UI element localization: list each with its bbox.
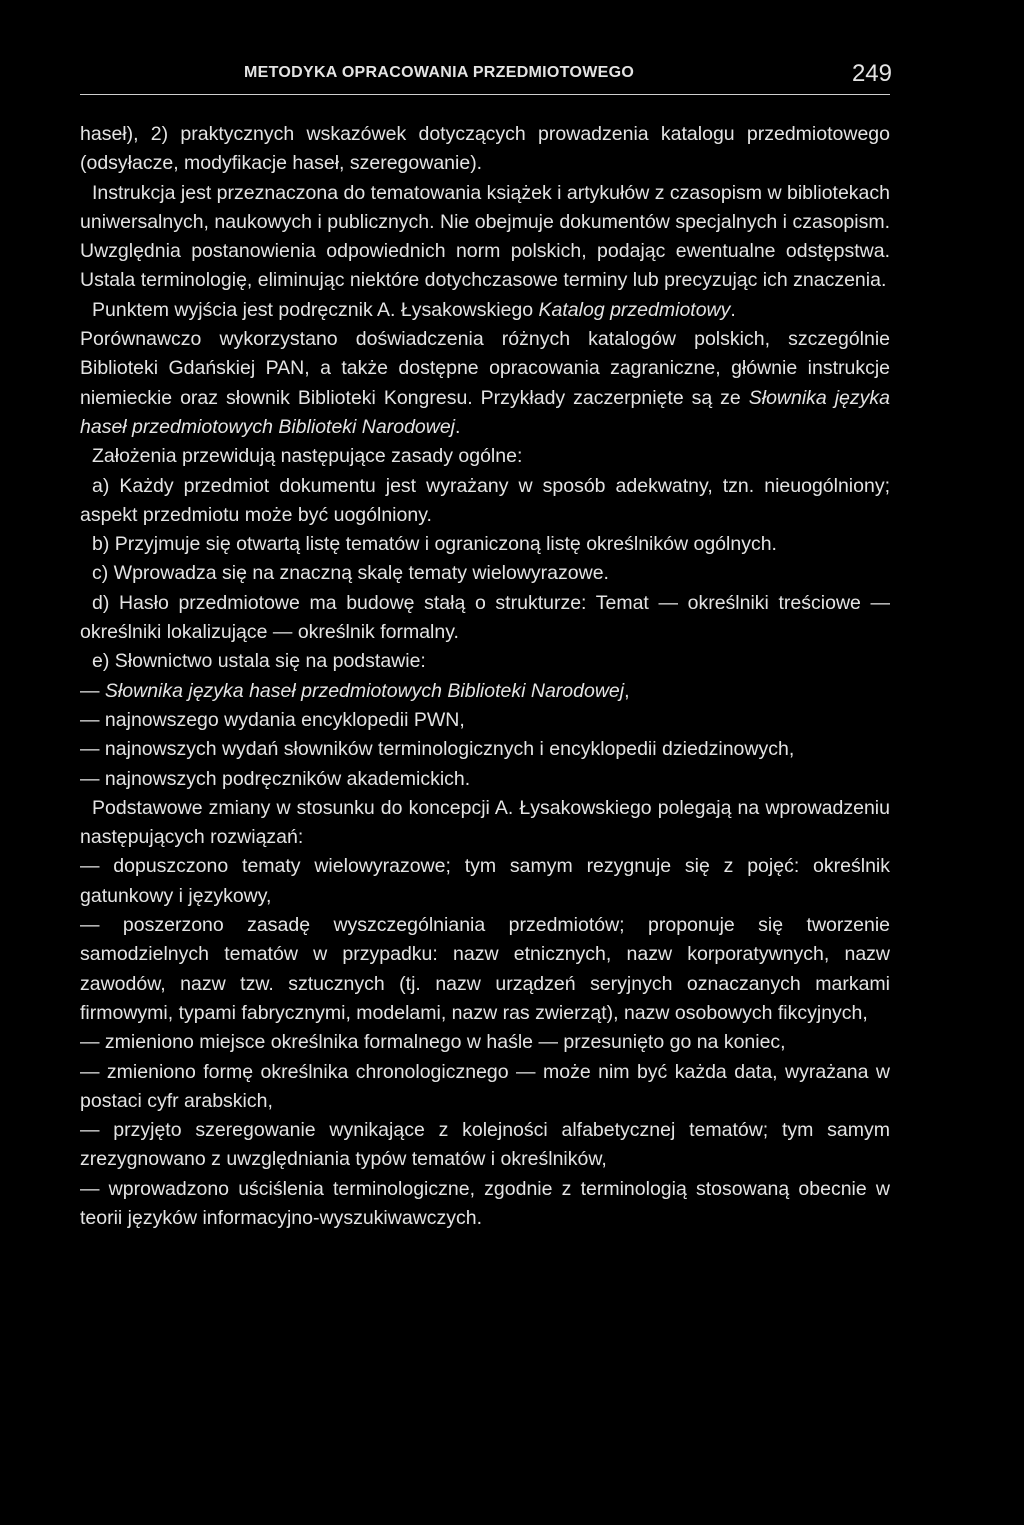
change-item: — zmieniono miejsce określnika formalnego w haśle — przesunięto go na koniec,: [80, 1031, 786, 1054]
paragraph-text: Porównawczo wykorzystano doświadczenia różnych katalogów polskich, szczególnie Biblioteki Gdańskiej PAN, a także dostępne opracowania zagraniczne, głównie instrukcje niemieckie oraz słownik Biblioteki Kongresu. Przykłady zaczerpnięte są ze: [80, 328, 890, 409]
assumption-item: a) Każdy przedmiot dokumentu jest wyrażany w sposób adekwatny, tzn. nieuogólniony; aspekt przedmiotu może być uogólniony.: [80, 474, 890, 526]
changes-intro: Podstawowe zmiany w stosunku do koncepcji A. Łysakowskiego polegają na wprowadzeniu następujących rozwiązań:: [80, 796, 890, 849]
paragraph: [80, 296, 890, 325]
assumption-item: c) Wprowadza się na znaczną skalę tematy wielowyrazowe.: [92, 562, 609, 585]
assumption-item: d) Hasło przedmiotowe ma budowę stałą o strukturze: Temat — określniki treściowe — określniki lokalizujące — określnik formalny.: [80, 591, 890, 644]
assumption-item: b) Przyjmuje się otwartą listę tematów i ograniczoną listę określników ogólnych.: [92, 533, 777, 556]
change-item: — dopuszczono tematy wielowyrazowe; tym samym rezygnuje się z pojęć: określnik gatunkowy i językowy,: [80, 855, 890, 907]
assumptions-intro: Założenia przewidują następujące zasady ogólne:: [92, 445, 523, 468]
source-item: — najnowszego wydania encyklopedii PWN,: [80, 708, 465, 731]
paragraph: Instrukcja jest przeznaczona do tematowania książek i artykułów z czasopism w bibliotekach uniwersalnych, naukowych i publicznych. Nie obejmuje dokumentów specjalnych i czasopism. Uwzględnia postanowienia odpowiednich norm polskich, podając ewentualne odstępstwa. Ustala terminologię, eliminując niektóre dotychczasowe terminy lub precyzując ich znaczenia.: [80, 181, 890, 292]
book-title: Słownika języka haseł przedmiotowych Biblioteki Narodowej: [104, 679, 625, 702]
paragraph-text: ,: [624, 679, 630, 702]
source-item: — najnowszych podręczników akademickich.: [80, 767, 471, 790]
change-item: — przyjęto szeregowanie wynikające z kolejności alfabetycznej tematów; tym samym zrezygnowano z uwzględniania typów tematów i określników,: [80, 1119, 890, 1171]
paragraph: haseł), 2) praktycznych wskazówek dotyczących prowadzenia katalogu przedmiotowego (odsyłacze, modyfikacje haseł, szeregowanie).: [80, 123, 890, 175]
assumption-item: e) Słownictwo ustala się na podstawie:: [92, 650, 426, 673]
change-item: — poszerzono zasadę wyszczególniania przedmiotów; proponuje się tworzenie samodzielnych tematów w przypadku: nazw etnicznych, nazw korporatywnych, nazw zawodów, nazw tzw. sztucznych (tj. nazw urządzeń seryjnych oznaczanych markami firmowymi, typami fabrycznymi, modelami, nazw ras zwierząt), nazw osobowych fikcyjnych,: [80, 914, 890, 1024]
paragraph-text: .: [455, 415, 461, 438]
change-item: — zmieniono formę określnika chronologicznego — może nim być każda data, wyrażana w postaci cyfr arabskich,: [80, 1060, 890, 1112]
paragraph-text: Punktem wyjścia jest podręcznik A. Łysakowskiego: [92, 298, 539, 321]
paragraph-text: .: [730, 298, 736, 321]
body-text: [80, 120, 890, 1233]
book-title: Katalog przedmiotowy: [538, 298, 731, 321]
page-number: 249: [851, 60, 892, 87]
header-rule: [80, 94, 890, 95]
book-title: Słownika języka haseł przedmiotowych Biblioteki Narodowej: [80, 386, 890, 438]
page-header: [0, 60, 1024, 94]
running-head: METODYKA OPRACOWANIA PRZEDMIOTOWEGO: [244, 64, 635, 81]
paragraph: [80, 325, 890, 442]
source-item: — najnowszych wydań słowników terminologicznych i encyklopedii dziedzinowych,: [80, 738, 795, 761]
change-item: — wprowadzono uściślenia terminologiczne, zgodnie z terminologią stosowaną obecnie w teorii języków informacyjno-wyszukiwawczych.: [80, 1177, 890, 1229]
source-item: [80, 677, 890, 706]
dash: —: [80, 679, 105, 702]
